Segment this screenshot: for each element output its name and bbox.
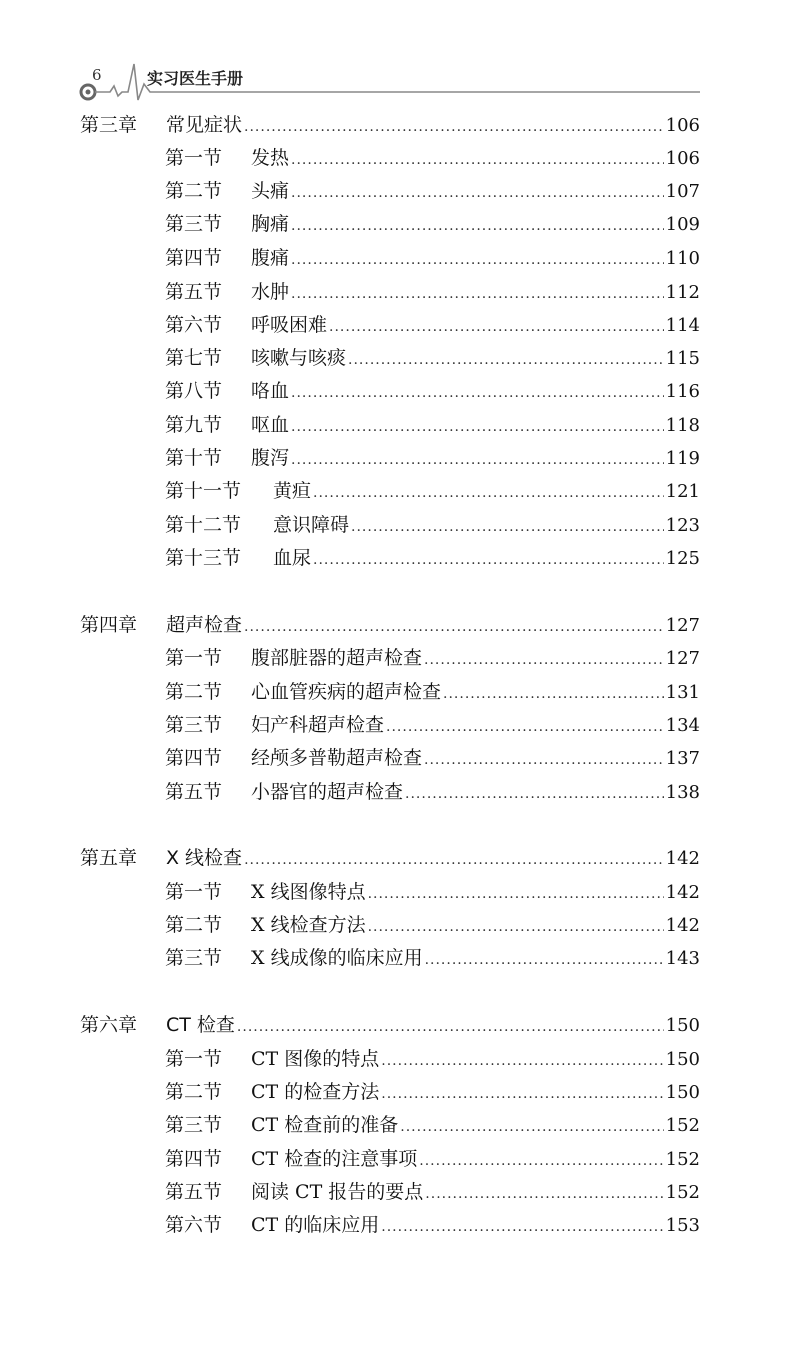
toc-section (165, 646, 700, 672)
page-ref: 114 (665, 315, 700, 336)
toc-section (165, 246, 700, 272)
section-label: 第十三节 (165, 547, 242, 569)
section-title: 咳嗽与咳痰 (251, 347, 347, 369)
section-title: X 线检查方法 (251, 914, 366, 936)
leader-dots (381, 1215, 663, 1239)
section-title: 阅读 CT 报告的要点 (251, 1181, 424, 1203)
section-title: CT 的临床应用 (251, 1214, 380, 1236)
leader-dots (368, 915, 664, 939)
chapter-label: 第五章 (80, 847, 138, 869)
leader-dots (424, 748, 664, 772)
section-title: X 线成像的临床应用 (251, 947, 423, 969)
section-label: 第四节 (165, 747, 223, 769)
toc-section (165, 146, 700, 172)
page-ref: 127 (665, 648, 700, 669)
leader-dots (291, 214, 664, 238)
chapter-label: 第六章 (80, 1014, 138, 1036)
toc-section (165, 1113, 700, 1139)
section-title: 呕血 (251, 414, 290, 436)
page-number: 6 (92, 66, 102, 84)
chapter-label: 第三章 (80, 114, 138, 136)
chapter-label: 第四章 (80, 614, 138, 636)
page-ref: 137 (665, 748, 700, 769)
page-ref: 150 (665, 1049, 700, 1070)
page-ref: 106 (665, 115, 700, 136)
toc-section (165, 513, 700, 539)
leader-dots (381, 1049, 663, 1073)
page-ref: 142 (665, 882, 700, 903)
page-ref: 107 (665, 181, 700, 202)
toc-section (165, 346, 700, 372)
section-label: 第一节 (165, 881, 223, 903)
leader-dots (244, 115, 664, 139)
leader-dots (348, 348, 664, 372)
page-ref: 118 (665, 415, 700, 436)
section-label: 第五节 (165, 281, 223, 303)
section-title: 意识障碍 (273, 514, 350, 536)
leader-dots (291, 181, 664, 205)
section-title: 心血管疾病的超声检查 (251, 681, 442, 703)
leader-dots (386, 715, 664, 739)
toc-section (165, 880, 700, 906)
section-title: 头痛 (251, 180, 290, 202)
page-ref: 127 (665, 615, 700, 636)
section-label: 第一节 (165, 147, 223, 169)
section-title: 咯血 (251, 380, 290, 402)
toc-section (165, 746, 700, 772)
page-ref: 123 (665, 515, 700, 536)
toc-chapter-6 (80, 1013, 700, 1039)
toc-section (165, 479, 700, 505)
leader-dots (244, 615, 664, 639)
toc-section (165, 413, 700, 439)
leader-dots (381, 1082, 663, 1106)
page-ref: 152 (665, 1149, 700, 1170)
toc-chapter-4 (80, 613, 700, 639)
section-label: 第二节 (165, 180, 223, 202)
toc-section (165, 280, 700, 306)
toc-section (165, 713, 700, 739)
section-label: 第十一节 (165, 480, 242, 502)
toc-section (165, 1080, 700, 1106)
toc-section (165, 946, 700, 972)
section-title: 腹部脏器的超声检查 (251, 647, 423, 669)
section-label: 第五节 (165, 1181, 223, 1203)
section-title: CT 图像的特点 (251, 1048, 380, 1070)
section-label: 第七节 (165, 347, 223, 369)
section-title: X 线图像特点 (251, 881, 366, 903)
page-ref: 153 (665, 1215, 700, 1236)
leader-dots (313, 481, 664, 505)
section-title: 腹痛 (251, 247, 290, 269)
leader-dots (368, 882, 664, 906)
section-label: 第二节 (165, 681, 223, 703)
section-label: 第一节 (165, 647, 223, 669)
page-ref: 150 (665, 1082, 700, 1103)
leader-dots (329, 315, 664, 339)
leader-dots (424, 648, 664, 672)
section-title: CT 检查前的准备 (251, 1114, 399, 1136)
section-label: 第二节 (165, 1081, 223, 1103)
toc-chapter-5 (80, 846, 700, 872)
section-label: 第六节 (165, 1214, 223, 1236)
section-label: 第十二节 (165, 514, 242, 536)
chapter-title: CT 检查 (166, 1014, 235, 1036)
section-label: 第三节 (165, 1114, 223, 1136)
chapter-title: 超声检查 (166, 614, 243, 636)
section-label: 第四节 (165, 247, 223, 269)
leader-dots (291, 448, 664, 472)
section-title: 胸痛 (251, 213, 290, 235)
leader-dots (443, 682, 664, 706)
page-ref: 150 (665, 1015, 700, 1036)
section-label: 第五节 (165, 781, 223, 803)
toc-section (165, 212, 700, 238)
page-ref: 106 (665, 148, 700, 169)
toc-section (165, 1213, 700, 1239)
leader-dots (425, 948, 664, 972)
page-ref: 109 (665, 214, 700, 235)
toc-section (165, 913, 700, 939)
page-ref: 112 (665, 282, 700, 303)
toc-section (165, 313, 700, 339)
section-label: 第三节 (165, 714, 223, 736)
toc-section (165, 546, 700, 572)
section-title: 血尿 (273, 547, 312, 569)
toc-section (165, 780, 700, 806)
chapter-title: 常见症状 (166, 114, 243, 136)
leader-dots (291, 148, 664, 172)
page-ref: 143 (665, 948, 700, 969)
page-ref: 152 (665, 1115, 700, 1136)
page-ref: 119 (665, 448, 700, 469)
page-header (78, 60, 700, 104)
leader-dots (291, 248, 664, 272)
section-label: 第二节 (165, 914, 223, 936)
leader-dots (351, 515, 664, 539)
leader-dots (405, 782, 664, 806)
leader-dots (244, 848, 664, 872)
page-ref: 125 (665, 548, 700, 569)
leader-dots (237, 1015, 664, 1039)
book-title: 实习医生手册 (147, 69, 244, 88)
toc-section (165, 1180, 700, 1206)
section-title: 水肿 (251, 281, 290, 303)
section-title: 呼吸困难 (251, 314, 328, 336)
page-ref: 142 (665, 915, 700, 936)
page-ref: 121 (665, 481, 700, 502)
toc-section (165, 379, 700, 405)
section-title: 发热 (251, 147, 290, 169)
toc-section (165, 1047, 700, 1073)
section-title: 小器官的超声检查 (251, 781, 404, 803)
toc-section (165, 680, 700, 706)
section-label: 第三节 (165, 213, 223, 235)
page-ref: 152 (665, 1182, 700, 1203)
toc-section (165, 446, 700, 472)
page-ref: 115 (665, 348, 700, 369)
section-label: 第八节 (165, 380, 223, 402)
page-ref: 110 (665, 248, 700, 269)
section-label: 第四节 (165, 1148, 223, 1170)
leader-dots (291, 282, 664, 306)
section-label: 第九节 (165, 414, 223, 436)
page-ref: 116 (665, 381, 700, 402)
page-ref: 142 (665, 848, 700, 869)
section-title: 黄疸 (273, 480, 312, 502)
leader-dots (291, 415, 664, 439)
leader-dots (425, 1182, 663, 1206)
page-ref: 134 (665, 715, 700, 736)
leader-dots (291, 381, 664, 405)
leader-dots (400, 1115, 663, 1139)
section-label: 第一节 (165, 1048, 223, 1070)
section-label: 第十节 (165, 447, 223, 469)
section-label: 第三节 (165, 947, 223, 969)
section-title: 妇产科超声检查 (251, 714, 385, 736)
section-label: 第六节 (165, 314, 223, 336)
toc-section (165, 1147, 700, 1173)
page-ref: 138 (665, 782, 700, 803)
leader-dots (419, 1149, 663, 1173)
toc-section (165, 179, 700, 205)
chapter-title: X 线检查 (166, 847, 243, 869)
section-title: 腹泻 (251, 447, 290, 469)
page-ref: 131 (665, 682, 700, 703)
section-title: CT 检查的注意事项 (251, 1148, 418, 1170)
section-title: CT 的检查方法 (251, 1081, 380, 1103)
toc-chapter-3 (80, 113, 700, 139)
leader-dots (313, 548, 664, 572)
section-title: 经颅多普勒超声检查 (251, 747, 423, 769)
